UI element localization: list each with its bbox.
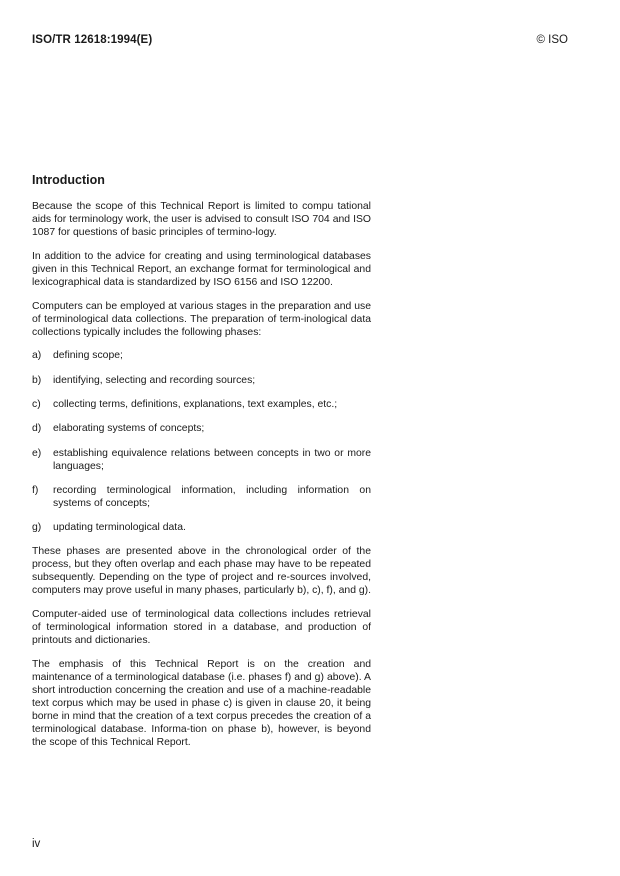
list-item-letter: f) (32, 484, 39, 496)
list-item-text: establishing equivalence relations between concepts in two or more languages; (53, 447, 371, 472)
list-item-letter: a) (32, 350, 42, 362)
paragraph: Computers can be employed at various stages in the preparation and use of terminological data collections. The preparation of term-inological data collections typically includes the following phases: (32, 300, 371, 338)
list-item-letter: d) (32, 423, 42, 435)
list-item-letter: b) (32, 374, 42, 386)
list-item (32, 447, 371, 473)
list-item (32, 349, 371, 362)
list-item-text: updating terminological data. (53, 522, 186, 534)
document-id: ISO/TR 12618:1994(E) (32, 34, 153, 46)
paragraph: In addition to the advice for creating and using terminological databases given in this Technical Report, an exchange format for terminological and lexicographical data is standardized by ISO 6156 and ISO 12200. (32, 250, 371, 289)
list-item-text: recording terminological information, including information on systems of concepts; (53, 484, 371, 510)
paragraph: Computer-aided use of terminological data collections includes retrieval of terminological information stored in a database, and production of printouts and dictionaries. (32, 608, 371, 646)
copyright-notice: © ISO (536, 34, 568, 46)
list-item-letter: c) (32, 399, 41, 410)
list-item-text: elaborating systems of concepts; (53, 423, 205, 435)
list-item (32, 521, 371, 534)
list-item-letter: g) (32, 522, 42, 534)
list-item-text: defining scope; (53, 350, 123, 362)
list-item-text: collecting terms, definitions, explanations, text examples, etc.; (53, 399, 338, 410)
page-number: iv (32, 838, 41, 850)
paragraph: The emphasis of this Technical Report is on the creation and maintenance of a terminological database (i.e. phases f) and g) above). A short introduction concerning the creation and use of a machine-readable text corpus which may be used in phase c) is given in clause 20, it being borne in mind that the creation of a text corpus precedes the creation of a terminological database. Informa-tion on phase b), however, is beyond the scope of this Technical Report. (32, 658, 371, 749)
paragraph: Because the scope of this Technical Report is limited to compu tational aids for terminology work, the user is advised to consult ISO 704 and ISO 1087 for questions of basic principles of termino-logy. (32, 201, 371, 239)
list-item (32, 422, 371, 435)
list-item-letter: e) (32, 447, 42, 459)
list-item (32, 374, 371, 387)
phase-list (32, 349, 371, 534)
list-item-text: identifying, selecting and recording sources; (53, 374, 256, 386)
main-content (32, 174, 371, 760)
section-title: Introduction (32, 173, 105, 187)
list-item (32, 484, 371, 510)
list-item (32, 398, 371, 411)
paragraph: These phases are presented above in the chronological order of the process, but they often overlap and each phase may have to be repeated subsequently. Depending on the type of project and re-sources involved, computers may prove useful in many phases, particularly b), c), f), and g). (32, 545, 371, 597)
